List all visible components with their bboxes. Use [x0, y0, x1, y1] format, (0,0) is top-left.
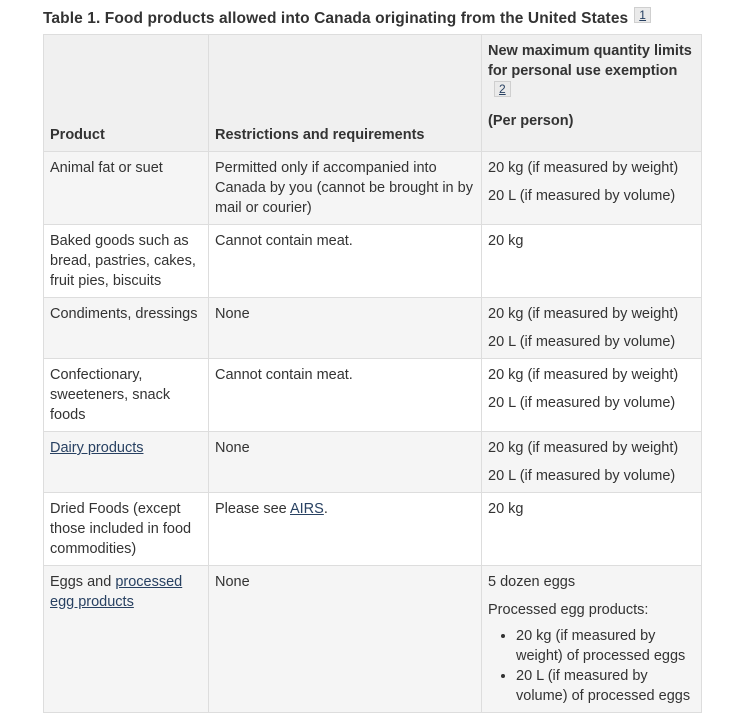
- cell-restrictions: None: [209, 298, 482, 359]
- cell-limits: [482, 493, 702, 566]
- table-row: [44, 359, 702, 432]
- table-row: [44, 493, 702, 566]
- table-caption: [43, 7, 651, 28]
- cell-restrictions: Cannot contain meat.: [209, 225, 482, 298]
- cell-limits: [482, 152, 702, 225]
- limit-eggs: 5 dozen eggs: [488, 574, 576, 590]
- cell-limits: [482, 225, 702, 298]
- processed-egg-limits-list: [488, 626, 695, 706]
- table-row: [44, 566, 702, 713]
- limit-weight: 20 kg (if measured by weight): [488, 440, 679, 456]
- product-text: Eggs and: [50, 574, 116, 590]
- cell-product: Baked goods such as bread, pastries, cakes, fruit pies, biscuits: [44, 225, 209, 298]
- limit-volume: 20 L (if measured by volume): [488, 188, 676, 204]
- cell-product: Dried Foods (except those included in food commodities): [44, 493, 209, 566]
- limit-weight: 20 kg (if measured by weight): [488, 306, 679, 322]
- cell-restrictions: [209, 493, 482, 566]
- header-limits: [482, 35, 702, 152]
- limit-volume: 20 L (if measured by volume): [488, 334, 676, 350]
- food-products-table: [43, 34, 702, 713]
- cell-product: [44, 566, 209, 713]
- cell-limits: [482, 359, 702, 432]
- header-restrictions: Restrictions and requirements: [209, 35, 482, 152]
- restrictions-suffix: .: [323, 501, 328, 517]
- list-item: • 20 L (if measured by volume) of processed eggs: [516, 666, 695, 706]
- limit-volume: 20 L (if measured by volume): [488, 395, 676, 411]
- cell-product: Condiments, dressings: [44, 298, 209, 359]
- table-row: [44, 225, 702, 298]
- processed-egg-products-link[interactable]: processed egg products: [50, 574, 183, 610]
- cell-limits: [482, 432, 702, 493]
- table-row: [44, 432, 702, 493]
- limit-weight: 20 kg (if measured by weight): [488, 367, 679, 383]
- limit-processed-label: Processed egg products:: [488, 602, 649, 618]
- limit-weight: 20 kg (if measured by weight): [488, 160, 679, 176]
- limit-weight: 20 kg: [488, 501, 524, 517]
- restrictions-text: Please see: [215, 501, 290, 517]
- limit-volume: 20 L (if measured by volume): [488, 468, 676, 484]
- airs-link[interactable]: AIRS: [289, 501, 324, 517]
- cell-product: [44, 432, 209, 493]
- cell-restrictions: None: [209, 432, 482, 493]
- limit-weight: 20 kg: [488, 233, 524, 249]
- footnote-2-link[interactable]: 2: [494, 81, 511, 97]
- cell-restrictions: Permitted only if accompanied into Canada by you (cannot be brought in by mail or courier): [209, 152, 482, 225]
- table-header-row: [44, 35, 702, 152]
- dairy-products-link[interactable]: Dairy products: [50, 440, 144, 456]
- cell-restrictions: None: [209, 566, 482, 713]
- table-row: [44, 298, 702, 359]
- header-limits-title: New maximum quantity limits for personal use exemption: [488, 43, 692, 79]
- cell-limits: [482, 298, 702, 359]
- cell-product: Confectionary, sweeteners, snack foods: [44, 359, 209, 432]
- cell-restrictions: Cannot contain meat.: [209, 359, 482, 432]
- header-product: Product: [44, 35, 209, 152]
- header-limits-per-person: (Per person): [488, 113, 574, 129]
- cell-limits: [482, 566, 702, 713]
- table-row: [44, 152, 702, 225]
- list-item: • 20 kg (if measured by weight) of processed eggs: [516, 626, 695, 666]
- caption-title: Table 1. Food products allowed into Canada originating from the United States: [43, 10, 629, 27]
- cell-product: Animal fat or suet: [44, 152, 209, 225]
- footnote-1-link[interactable]: 1: [634, 7, 651, 23]
